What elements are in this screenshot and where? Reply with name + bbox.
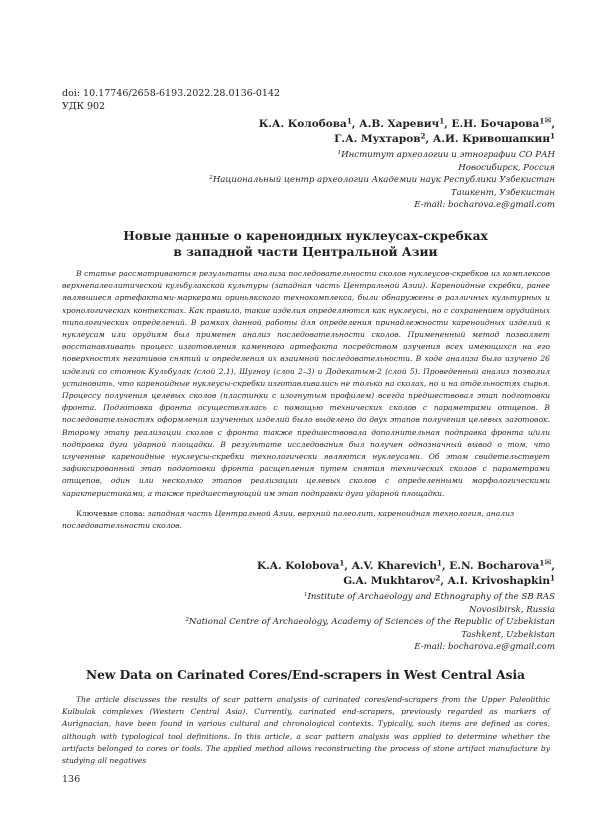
author-mukhtarov: G.A. Mukhtarov$^2$,	[343, 573, 448, 587]
en-authors-line2	[257, 574, 555, 589]
en-abstract: The article discusses the results of scar pattern analysis of carinated cores/end-scrapers from the Upper Paleolithic Kulbulak complexes (Western Central Asia). Currently, carinated end-scrapers, previously regarded as markers of Aurignacian, have been found in various cultural and chronological contexts. Typically, such items are defined as cores, although with typological tool definitions. In this article, a scar pattern analysis was applied to determine whether the artifacts belonged to cores or tools. The applied method allows reconstructing the process of stone artifact manufacture by studying all negatives	[62, 695, 550, 766]
ru-authors	[258, 114, 555, 147]
affiliation-line: Ташкент, Узбекистан	[450, 187, 555, 198]
envelope-icon: ✉	[544, 114, 552, 125]
author-bocharova: Е.Н. Бочарова$^{1✉}$,	[451, 114, 555, 130]
author-kolobova: К.А. Колобова$^1$,	[258, 116, 360, 130]
affiliation-line: $^2$Национальный центр археологии Академии наук Республики Узбекистан	[209, 175, 555, 185]
author-kolobova: K.A. Kolobova$^1$,	[257, 558, 352, 572]
en-authors-line1	[257, 556, 555, 574]
en-affiliations	[185, 591, 555, 654]
affiliation-line: Novosibirsk, Russia	[468, 604, 555, 615]
email-line: E-mail: bocharova.e@gmail.com	[414, 642, 555, 652]
en-article-title: New Data on Carinated Cores/End-scrapers in West Central Asia	[86, 668, 525, 682]
author-kharevich: А.В. Харевич$^1$,	[359, 116, 452, 130]
keywords-list: западная часть Центральной Азии, верхний палеолит, кареноидная технология, анализ последовательности сколов.	[62, 509, 515, 531]
email-line: E-mail: bocharova.e@gmail.com	[414, 200, 555, 210]
envelope-icon: ✉	[544, 556, 552, 567]
author-mukhtarov: Г.А. Мухтаров$^2$,	[334, 131, 433, 145]
doi: doi: 10.17746/2658-6193.2022.28.0136-0142	[62, 88, 281, 99]
page-number: 136	[62, 774, 81, 785]
affiliation-line: $^2$National Centre of Archaeology, Academy of Sciences of the Republic of Uzbekistan	[185, 617, 555, 627]
affiliation-line: Новосибирск, Россия	[458, 162, 555, 173]
ru-article-title: Новые данные о кареноидных нуклеусах-скребках в западной части Центральной Азии	[123, 229, 488, 259]
author-krivoshapkin: A.I. Krivoshapkin$^1$	[447, 573, 555, 587]
affiliation-line: Tashkent, Uzbekistan	[461, 629, 555, 640]
author-kharevich: A.V. Kharevich$^1$,	[351, 558, 450, 572]
keywords-label: Ключевые слова:	[76, 509, 146, 518]
udk-code: УДК 902	[62, 101, 106, 112]
ru-affiliations	[209, 149, 555, 212]
article-identifiers	[62, 87, 280, 113]
ru-authors-line2	[259, 132, 555, 147]
ru-keywords	[62, 508, 550, 532]
author-krivoshapkin: А.И. Кривошапкин$^1$	[432, 131, 555, 145]
en-authors	[257, 556, 555, 589]
affiliation-line: $^1$Institute of Archaeology and Ethnography of the SB RAS	[303, 592, 555, 602]
ru-authors-line1	[258, 114, 555, 132]
ru-abstract: В статье рассматриваются результаты анализа последовательности сколов нуклеусов-скребков из комплексов верхнепалеолитической кульбулакской культуры (западная часть Центральной Азии). Кареноидные скребки, ранее являвшиеся артефактами-маркерами ориньякского технокомплекса, были обнаружены в различных культурных и хронологических контекстах. Как правило, такие изделия определяются как нуклеусы, но с сохранением орудийных типологических определений. В рамках данной работы для определения принадлежности кареноидных изделий к нуклеусам или орудиям был применен анализ последовательности сколов. Примененный метод позволяет восстанавливать процесс изготовления каменного артефакта посредством изучения всех имеющихся на его поверхностях негативов снятий и определения их взаимной последовательности. В ходе анализа было изучено 26 изделий со стоянок Кульбулак (слой 2.1), Шугноу (слои 2–3) и Додекатым-2 (слой 5). Проведенный анализ позволил установить, что кареноидные нуклеусы-скребки изготавливались не только на сколах, но и на отдельностях сырья. Процессу получения целевых сколов (пластинки с изогнутым профилем) всегда предшествовал этап подготовки фронта. Подготовка фронта осуществлялась с помощью технических сколов с параметрами отщепов. В последовательностях оформления изученных изделий было выделено до двух этапов получения целевых заготовок. Второму этапу реализации сколов с фронта также предшествовала дополнительная подправка фронта и/или подправка дуги ударной площадки. В результате исследования был получен однозначный вывод о том, что изученные кареноидные нуклеусы-скребки технологически являются нуклеусами. Об этом свидетельствует зафиксированный этап подготовки фронта расщепления путем снятия технических сколов с параметрами отщепов, один или несколько этапов реализации целевых сколов с определенными морфологическими характеристиками, а также предшествующий им этап подправки дуги ударной площадки.	[62, 269, 550, 498]
affiliation-line: $^1$Институт археологии и этнографии СО РАН	[337, 150, 555, 160]
author-bocharova: E.N. Bocharova$^{1✉}$,	[449, 556, 555, 572]
